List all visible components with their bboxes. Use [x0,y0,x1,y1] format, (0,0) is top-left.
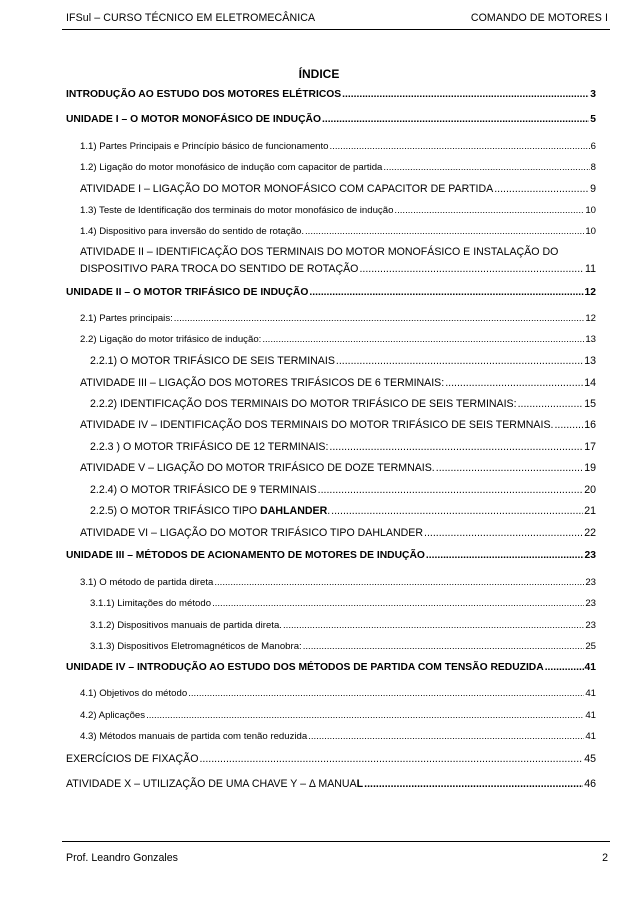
toc-entry[interactable]: 4.3) Métodos manuais de partida com tenão reduzida ..... 41 [80,731,596,742]
toc-entry[interactable]: ATIVIDADE I – LIGAÇÃO DO MOTOR MONOFÁSICO COM CAPACITOR DE PARTIDA ..... 9 [80,183,596,195]
toc-entry[interactable]: 2.2.4) O MOTOR TRIFÁSICO DE 9 TERMINAIS ..... 20 [90,484,596,496]
toc-entry[interactable]: UNIDADE I – O MOTOR MONOFÁSICO DE INDUÇÃO ..... 5 [66,114,596,125]
toc-entry[interactable]: 3.1.3) Dispositivos Eletromagnéticos de Manobra: ..... 25 [90,641,596,652]
toc-entry[interactable]: 2.2) Ligação do motor trifásico de indução: ..... 13 [80,334,596,345]
toc-entry[interactable]: 1.1) Partes Principais e Princípio básico de funcionamento ..... 6 [80,141,596,152]
toc-entry[interactable]: ATIVIDADE VI – LIGAÇÃO DO MOTOR TRIFÁSICO TIPO DAHLANDER ..... 22 [80,527,596,539]
toc-entry[interactable]: 1.4) Dispositivo para inversão do sentido de rotação. ..... 10 [80,226,596,237]
toc-entry[interactable]: ATIVIDADE II – IDENTIFICAÇÃO DOS TERMINAIS DO MOTOR MONOFÁSICO E INSTALAÇÃO DO DISPOSITIVO PARA TROCA DO SENTIDO DE ROTAÇÃO ..... 11 [80,246,596,275]
toc-entry[interactable]: 3.1.2) Dispositivos manuais de partida direta. ..... 23 [90,620,596,631]
toc-entry[interactable]: 4.2) Aplicações ..... 41 [80,710,596,721]
toc-entry-line1: ATIVIDADE II – IDENTIFICAÇÃO DOS TERMINAIS DO MOTOR MONOFÁSICO E INSTALAÇÃO DO [80,246,559,258]
toc-entry[interactable]: ATIVIDADE III – LIGAÇÃO DOS MOTORES TRIFÁSICOS DE 6 TERMINAIS: ..... 14 [80,377,596,389]
toc-entry[interactable]: 2.2.3 ) O MOTOR TRIFÁSICO DE 12 TERMINAIS: ..... 17 [90,441,596,453]
footer-author: Prof. Leandro Gonzales [66,852,178,864]
toc-entry[interactable]: INTRODUÇÃO AO ESTUDO DOS MOTORES ELÉTRICOS ..... 3 [66,89,596,100]
page-number: 2 [602,852,608,864]
toc-entry[interactable]: 4.1) Objetivos do método ..... 41 [80,688,596,699]
toc-entry[interactable]: 3.1.1) Limitações do método ..... 23 [90,598,596,609]
toc-entry[interactable]: 3.1) O método de partida direta ..... 23 [80,577,596,588]
page-title: ÍNDICE [298,67,340,81]
toc-entry[interactable]: ATIVIDADE X – UTILIZAÇÃO DE UMA CHAVE Y – Δ MANUAL ..... 46 [66,778,596,790]
toc-entry[interactable]: EXERCÍCIOS DE FIXAÇÃO ..... 45 [66,753,596,765]
toc-entry[interactable]: UNIDADE III – MÉTODOS DE ACIONAMENTO DE MOTORES DE INDUÇÃO ..... 23 [66,550,596,561]
toc-entry[interactable]: UNIDADE II – O MOTOR TRIFÁSICO DE INDUÇÃO ..... 12 [66,287,596,298]
toc-entry[interactable]: ATIVIDADE IV – IDENTIFICAÇÃO DOS TERMINAIS DO MOTOR TRIFÁSICO DE SEIS TERMNAIS. ..... 16 [80,419,596,431]
header-course: IFSul – CURSO TÉCNICO EM ELETROMECÂNICA [66,12,316,24]
header-rule [62,29,610,30]
toc-entry[interactable]: 1.2) Ligação do motor monofásico de indução com capacitor de partida ..... 8 [80,162,596,173]
toc-entry[interactable]: UNIDADE IV – INTRODUÇÃO AO ESTUDO DOS MÉTODOS DE PARTIDA COM TENSÃO REDUZIDA ..... 41 [66,662,596,673]
toc-entry[interactable]: 2.2.5) O MOTOR TRIFÁSICO TIPO DAHLANDER. ..... 21 [90,505,596,517]
header-subject: COMANDO DE MOTORES I [470,12,608,24]
toc-entry[interactable]: ATIVIDADE V – LIGAÇÃO DO MOTOR TRIFÁSICO DE DOZE TERMNAIS. ..... 19 [80,462,596,474]
toc-entry[interactable]: 2.1) Partes principais: ..... 12 [80,313,596,324]
toc-entry[interactable]: 1.3) Teste de Identificação dos terminais do motor monofásico de indução ..... 10 [80,205,596,216]
toc-entry[interactable]: 2.2.2) IDENTIFICAÇÃO DOS TERMINAIS DO MOTOR TRIFÁSICO DE SEIS TERMINAIS: ..... 15 [90,398,596,410]
footer-rule [62,841,610,842]
toc-entry[interactable]: 2.2.1) O MOTOR TRIFÁSICO DE SEIS TERMINAIS ..... 13 [90,355,596,367]
